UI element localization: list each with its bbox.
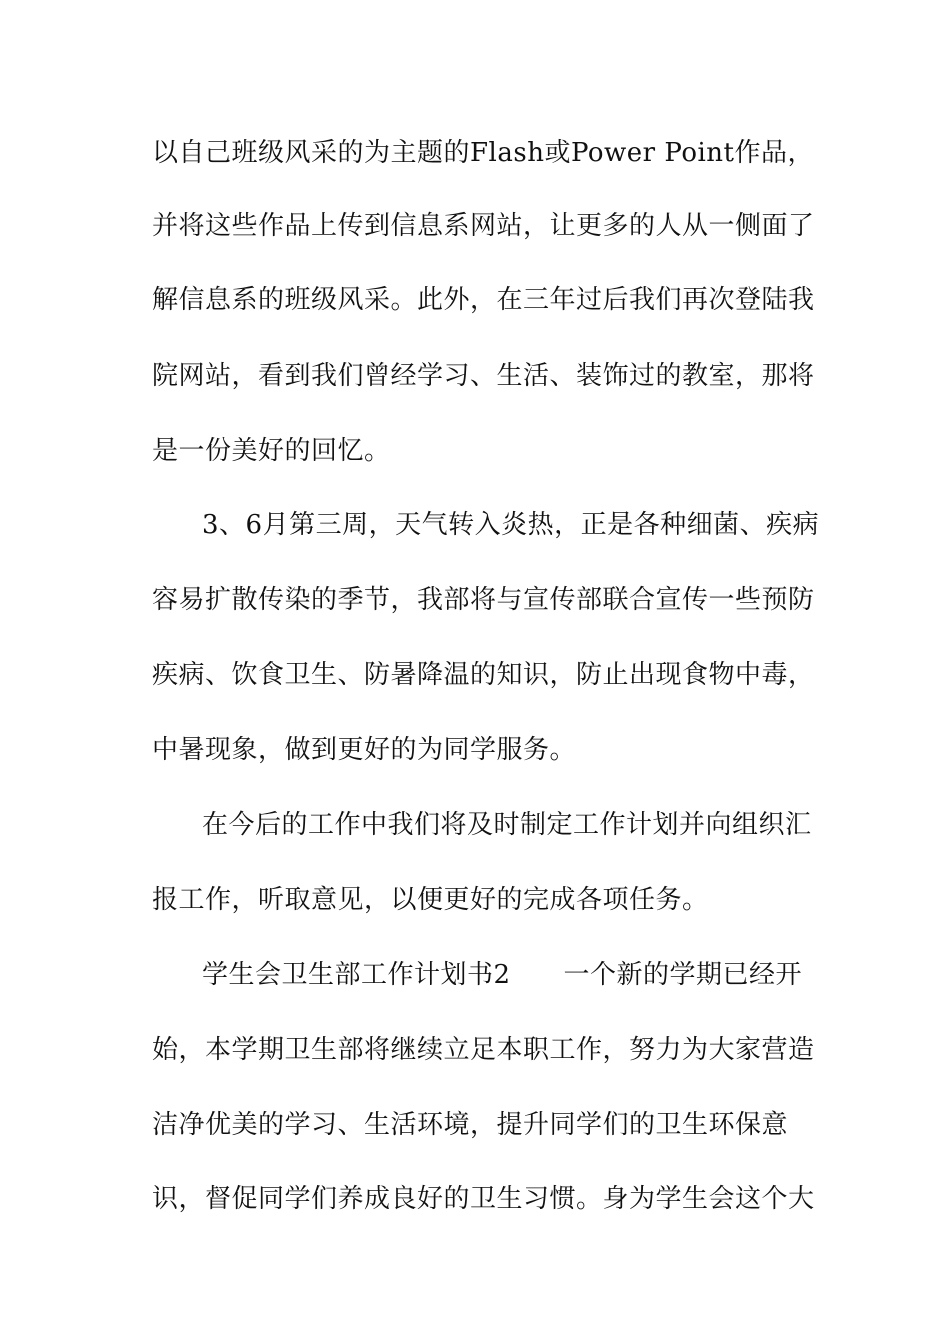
text-line: 解信息系的班级风采。此外，在三年过后我们再次登陆我 bbox=[152, 285, 815, 315]
text-line: 院网站，看到我们曾经学习、生活、装饰过的教室，那将 bbox=[152, 361, 815, 391]
text-line: 容易扩散传染的季节，我部将与宣传部联合宣传一些预防 bbox=[152, 585, 815, 615]
text-line: 疾病、饮食卫生、防暑降温的知识，防止出现食物中毒， bbox=[152, 660, 815, 690]
text-line: 并将这些作品上传到信息系网站，让更多的人从一侧面了 bbox=[152, 211, 815, 241]
text-line: 始，本学期卫生部将继续立足本职工作，努力为大家营造 bbox=[152, 1035, 815, 1065]
text-line: 学生会卫生部工作计划书2 一个新的学期已经开 bbox=[202, 960, 803, 990]
text-line: 报工作，听取意见，以便更好的完成各项任务。 bbox=[152, 885, 709, 915]
text-line: 识，督促同学们养成良好的卫生习惯。身为学生会这个大 bbox=[152, 1184, 815, 1214]
text-line: 在今后的工作中我们将及时制定工作计划并向组织汇 bbox=[202, 810, 812, 840]
text-line: 3、6月第三周，天气转入炎热，正是各种细菌、疾病 bbox=[202, 510, 820, 540]
text-line: 以自己班级风采的为主题的Flash或Power Point作品， bbox=[152, 138, 814, 168]
text-line: 中暑现象，做到更好的为同学服务。 bbox=[152, 735, 577, 765]
text-line: 洁净优美的学习、生活环境，提升同学们的卫生环保意 bbox=[152, 1110, 789, 1140]
text-line: 是一份美好的回忆。 bbox=[152, 436, 391, 466]
